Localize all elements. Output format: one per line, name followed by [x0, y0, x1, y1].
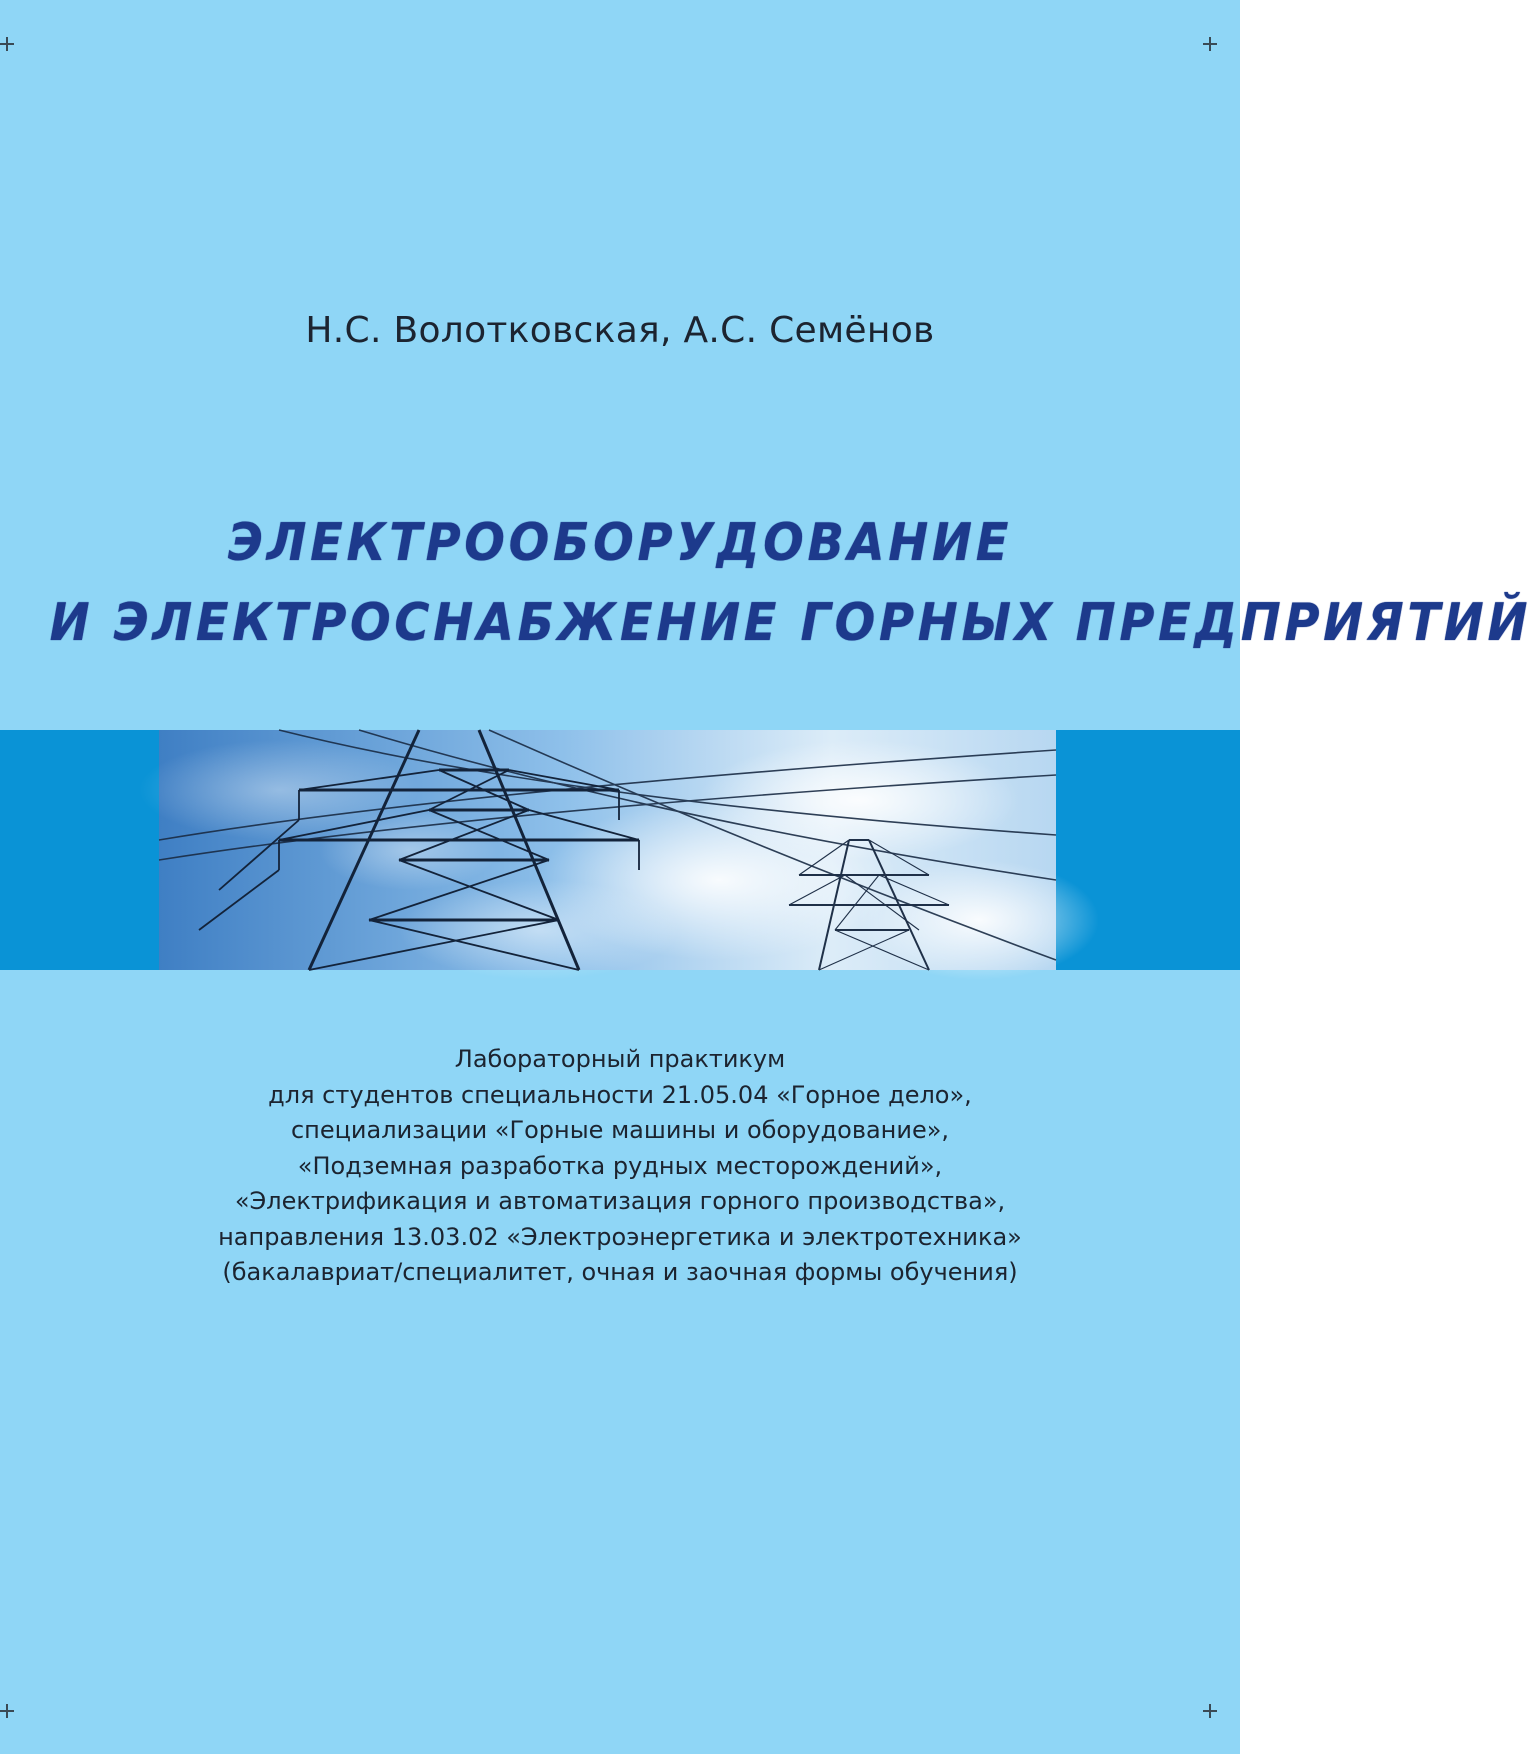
description-line-1: Лабораторный практикум [454, 1045, 786, 1073]
description-line-2: для студентов специальности 21.05.04 «Горное дело», [268, 1080, 972, 1109]
crop-mark-icon [1203, 1704, 1217, 1718]
description-line-3: специализации «Горные машины и оборудование», [290, 1116, 950, 1144]
description-line-5: «Электрификация и автоматизация горного производства», [234, 1187, 1006, 1215]
power-tower-icon [159, 730, 1056, 970]
book-title-line-2: И ЭЛЕКТРОСНАБЖЕНИЕ ГОРНЫХ ПРЕДПРИЯТИЙ [49, 593, 1531, 653]
description-line-6: направления 13.03.02 «Электроэнергетика и электротехника» [218, 1222, 1022, 1251]
crop-mark-icon [0, 37, 14, 51]
description-line-7: (бакалавриат/специалитет, очная и заочная формы обучения) [222, 1258, 1018, 1286]
description-line-4: «Подземная разработка рудных месторождений», [297, 1151, 943, 1180]
crop-mark-icon [1203, 37, 1217, 51]
book-description [0, 1042, 1240, 1291]
crop-mark-icon [0, 1704, 14, 1718]
authors: Н.С. Волотковская, А.С. Семёнов [305, 310, 935, 351]
book-title-line-1: ЭЛЕКТРООБОРУДОВАНИЕ [227, 513, 1013, 573]
power-tower-photo [159, 730, 1056, 970]
book-title [49, 503, 1531, 663]
